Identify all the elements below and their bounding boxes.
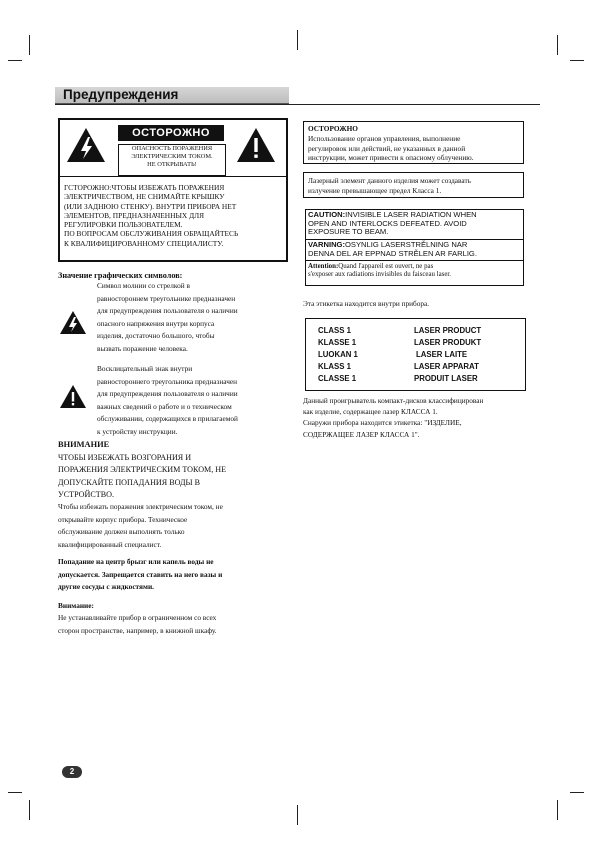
text-line: ГСТОРОЖНО:ЧТОБЫ ИЗБЕЖАТЬ ПОРАЖЕНИЯ xyxy=(64,183,225,192)
water-warning xyxy=(58,556,293,594)
text-line: OPEN AND INTERLOCKS DEFEATED. AVOID xyxy=(308,218,467,228)
text-line: для предупреждения пользователя о наличии xyxy=(97,389,238,398)
text-line: ЧТОБЫ ИЗБЕЖАТЬ ВОЗГОРАНИЯ И xyxy=(58,453,192,462)
laser-element-box xyxy=(303,172,524,198)
text-line: INVISIBLE LASER RADIATION WHEN xyxy=(345,210,477,219)
text-line: Данный проигрыватель компакт-дисков классифицирован xyxy=(303,396,484,405)
text-line: открывайте корпус прибора. Техническое xyxy=(58,514,188,524)
text-line: УСТРОЙСТВО. xyxy=(58,490,114,500)
text-line: другие сосуды с жидкостями. xyxy=(58,582,154,591)
crop-mark xyxy=(557,35,558,55)
text-line: Попадание на центр брызг или капель воды не xyxy=(58,557,214,566)
text-line: для предупреждения пользователя о наличии xyxy=(97,306,238,315)
text-line: как изделие, содержащее лазер КЛАССА 1. xyxy=(303,407,438,417)
text-line: ЭЛЕМЕНТОВ, ПРЕДНАЗНАЧЕННЫХ ДЛЯ xyxy=(64,210,205,220)
table-cell: LASER APPARAT xyxy=(414,362,479,371)
warning-text xyxy=(58,501,293,551)
text-line: Восклицательный знак внутри xyxy=(97,364,193,373)
text-line: Символ молнии со стрелкой в xyxy=(97,281,190,290)
text-line: ПО ВОПРОСАМ ОБСЛУЖИВАНИЯ ОБРАЩАЙТЕСЬ xyxy=(64,229,239,239)
text-line: равностороннего треугольника предназначен xyxy=(97,376,238,386)
text-line: СОДЕРЖАЩЕЕ ЛАЗЕР КЛАССА 1". xyxy=(303,429,420,439)
laser-caution-text xyxy=(308,211,524,237)
warning-caps-text xyxy=(58,452,288,502)
text-line: ДОПУСКАЙТЕ ПОПАДАНИЯ ВОДЫ В xyxy=(58,477,201,487)
text-line: Чтобы избежать поражения электрическим током, не xyxy=(58,502,223,511)
caution-title: ОСТОРОЖНО xyxy=(118,125,224,141)
text-line: сторон пространстве, например, в книжной шкафу. xyxy=(58,625,217,635)
note-heading: Внимание: xyxy=(58,601,94,610)
text-line: квалифицированный специалист. xyxy=(58,539,162,549)
warning-heading: ВНИМАНИЕ xyxy=(58,440,110,449)
lightning-description xyxy=(97,280,297,355)
crop-mark xyxy=(8,60,22,61)
box-title: ОСТОРОЖНО xyxy=(308,124,358,133)
note-text xyxy=(58,612,293,637)
text-line: Лазерный элемент данного изделия может создавать xyxy=(308,176,471,185)
text-line: ЭЛЕКТРИЧЕСКИМ ТОКОМ. xyxy=(131,153,213,161)
table-cell: LASER PRODUCT xyxy=(414,326,482,335)
text-line: допускается. Запрещается ставить на него вазы и xyxy=(58,569,223,579)
divider xyxy=(306,260,523,261)
caution-control-box xyxy=(303,121,524,164)
table-cell: KLASS 1 xyxy=(318,362,351,371)
crop-mark xyxy=(29,35,30,55)
label: VARNING: xyxy=(308,240,345,249)
exclamation-warning-icon xyxy=(236,127,276,163)
text-line: обслуживание должен выполнять только xyxy=(58,527,185,536)
table-cell: KLASSE 1 xyxy=(318,338,357,347)
divider xyxy=(60,176,286,177)
page-title: Предупреждения xyxy=(63,87,179,102)
text-line: DENNA DEL AR EPPNAD STRĚLEN AR FARLIG. xyxy=(308,248,477,258)
laser-varning-text xyxy=(308,241,524,258)
text-line: НЕ ОТКРЫВАТЬ! xyxy=(147,161,197,169)
caution-subtitle xyxy=(118,144,226,176)
text-line: Quand l'appareil est ouvert, ne pas xyxy=(338,263,434,270)
text-line: к устройству инструкции. xyxy=(97,426,178,436)
table-cell: LASER PRODUKT xyxy=(414,338,482,347)
lightning-warning-icon xyxy=(59,310,87,335)
laser-class-table xyxy=(305,318,526,391)
laser-attention-text xyxy=(308,263,524,279)
text-line: (ИЛИ ЗАДНЮЮ СТЕНКУ). ВНУТРИ ПРИБОРА НЕТ xyxy=(64,201,237,211)
header-rule xyxy=(55,104,540,105)
text-line: обслуживании, содержащихся в прилагаемой xyxy=(97,414,238,423)
label-location-text: Эта этикетка находится внутри прибора. xyxy=(303,299,430,308)
table-cell: CLASS 1 xyxy=(318,326,351,335)
text-line: равностороннем треугольнике предназначен xyxy=(97,293,236,303)
table-cell: CLASSE 1 xyxy=(318,374,357,383)
table-cell: LASER LAITE xyxy=(416,350,468,359)
text-line: К КВАЛИФИЦИРОВАННОМУ СПЕЦИАЛИСТУ. xyxy=(64,238,224,248)
exclamation-description xyxy=(97,363,297,438)
table-cell: PRODUIT LASER xyxy=(414,374,478,383)
label: CAUTION: xyxy=(308,210,346,219)
lightning-warning-icon xyxy=(66,127,106,163)
table-cell: LUOKAN 1 xyxy=(318,350,358,359)
text-line: Не устанавливайте прибор в ограниченном со всех xyxy=(58,613,217,622)
crop-mark xyxy=(557,800,558,820)
section-header xyxy=(55,87,289,104)
crop-mark xyxy=(570,792,584,793)
page-number: 2 xyxy=(62,766,82,778)
exclamation-warning-icon xyxy=(59,384,87,409)
symbols-heading: Значение графических символов: xyxy=(58,271,183,280)
text-line: ПОРАЖЕНИЯ ЭЛЕКТРИЧЕСКИМ ТОКОМ, НЕ xyxy=(58,465,227,475)
crop-mark xyxy=(570,60,584,61)
text-line: РЕГУЛИРОВКИ ПОЛЬЗОВАТЕЛЕМ. xyxy=(64,220,183,230)
text-line: s'exposer aux radiations invisibles du faisceau laser. xyxy=(308,271,452,279)
text-line: ОПАСНОСТЬ ПОРАЖЕНИЯ xyxy=(131,145,213,152)
text-line: важных сведений о работе и о техническом xyxy=(97,401,232,411)
text-line: EXPOSURE TO BEAM. xyxy=(308,227,389,237)
crop-mark xyxy=(297,805,298,825)
text-line: Снаружи прибора находится этикетка: "ИЗДЕЛИЕ, xyxy=(303,418,462,428)
text-line: изделия, достаточно большого, чтобы xyxy=(97,331,215,340)
crop-mark xyxy=(8,792,22,793)
text-line: ЭЛЕКТРИЧЕСТВОМ, НЕ СНИМАЙТЕ КРЫШКУ xyxy=(64,192,225,202)
text-line: вызвать поражение человека. xyxy=(97,343,188,353)
text-line: опасного напряжения внутри корпуса xyxy=(97,318,215,328)
crop-mark xyxy=(29,800,30,820)
caution-body xyxy=(64,183,282,248)
text-line: OSYNLIG LASERSTRĚLNING NAR xyxy=(344,240,468,249)
text-line: излучение превышающее предел Класса 1. xyxy=(308,185,442,195)
text-line: Использование органов управления, выполнение xyxy=(308,133,461,143)
classification-text xyxy=(303,395,543,440)
text-line: инструкции, может привести к опасному облучению. xyxy=(308,153,474,163)
text-line: регулировок или действий, не указанных в данной xyxy=(308,143,466,153)
label: Attention: xyxy=(308,263,339,270)
crop-mark xyxy=(297,30,298,50)
